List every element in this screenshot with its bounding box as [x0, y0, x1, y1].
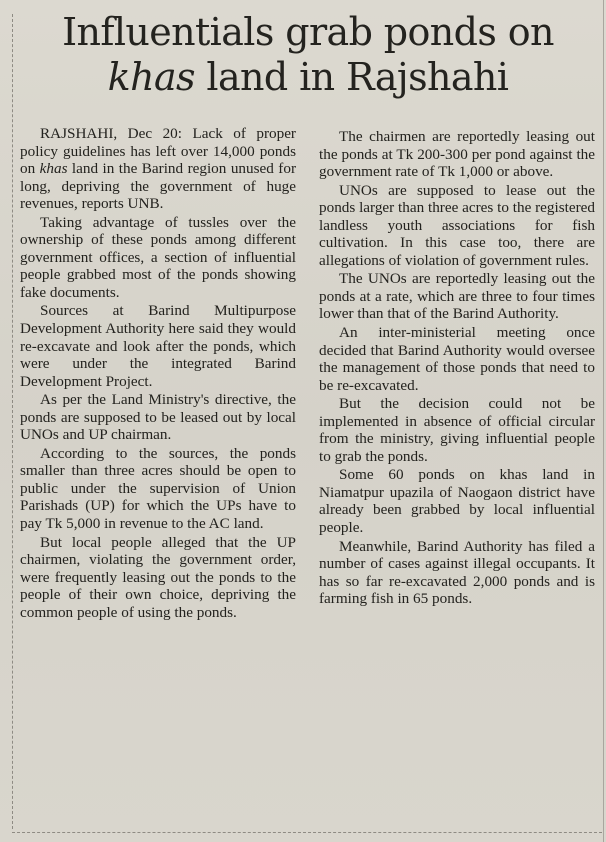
headline-line-2 [16, 55, 600, 100]
headline [16, 10, 600, 100]
article-paragraph: Sources at Barind Multipurpose Development Authority here said they would re-excavate and look after the ponds, which were under the integrated Barind Development Project. [20, 302, 296, 390]
article-right-column [319, 128, 595, 609]
left-column-rule [12, 14, 14, 829]
bottom-rule [12, 832, 602, 834]
article-paragraph: The chairmen are reportedly leasing out the ponds at Tk 200-300 per pond against the government rate of Tk 1,000 or above. [319, 128, 595, 181]
article-paragraph: According to the sources, the ponds smaller than three acres should be open to public under the supervision of Union Parishads (UP) for which the UPs have to pay Tk 5,000 in revenue to the AC land. [20, 444, 296, 533]
article-paragraph: As per the Land Ministry's directive, the ponds are supposed to be leased out by local UNOs and UP chairman. [20, 391, 296, 444]
article-paragraph: UNOs are supposed to lease out the ponds larger than three acres to the registered landless youth associations for fish cultivation. In this case too, there are allegations of violation of government rules. [319, 181, 595, 269]
article-left-column [20, 125, 296, 622]
headline-italic-word: khas [107, 55, 195, 99]
article-paragraph: But local people alleged that the UP chairmen, violating the government order, were frequently leasing out the ponds to the people of their own choice, depriving the common people of using the ponds. [20, 533, 296, 621]
article-paragraph: An inter-ministerial meeting once decided that Barind Authority would oversee the management of those ponds that need to be re-excavated. [319, 324, 595, 394]
article-paragraph [20, 125, 296, 213]
article-paragraph: Taking advantage of tussles over the ownership of these ponds among different government offices, a section of influential people grabbed most of the ponds showing fake documents. [20, 213, 296, 301]
article-paragraph: Some 60 ponds on khas land in Niamatpur upazila of Naogaon district have already been grabbed by local influential people. [319, 466, 595, 537]
headline-line-2-rest: land in Rajshahi [194, 55, 509, 99]
article-paragraph: But the decision could not be implemented in absence of official circular from the ministry, giving influential people to grab the ponds. [319, 395, 595, 465]
article-paragraph: The UNOs are reportedly leasing out the ponds at a rate, which are three to four times lower than that of the Barind Authority. [319, 270, 595, 323]
italic-term: khas [39, 160, 68, 178]
headline-line-1: Influentials grab ponds on [62, 10, 554, 54]
paragraph-text: RAJSHAHI, Dec 20: Lack of proper policy guidelines has left over 14,000 ponds on [20, 125, 296, 178]
article-paragraph: Meanwhile, Barind Authority has filed a number of cases against illegal occupants. It has so far re-excavated 2,000 ponds and is farming fish in 65 ponds. [319, 537, 595, 608]
right-edge-rule [603, 0, 604, 842]
paragraph-text: land in the Barind region unused for long, depriving the government of huge revenues, reports UNB. [20, 160, 297, 213]
